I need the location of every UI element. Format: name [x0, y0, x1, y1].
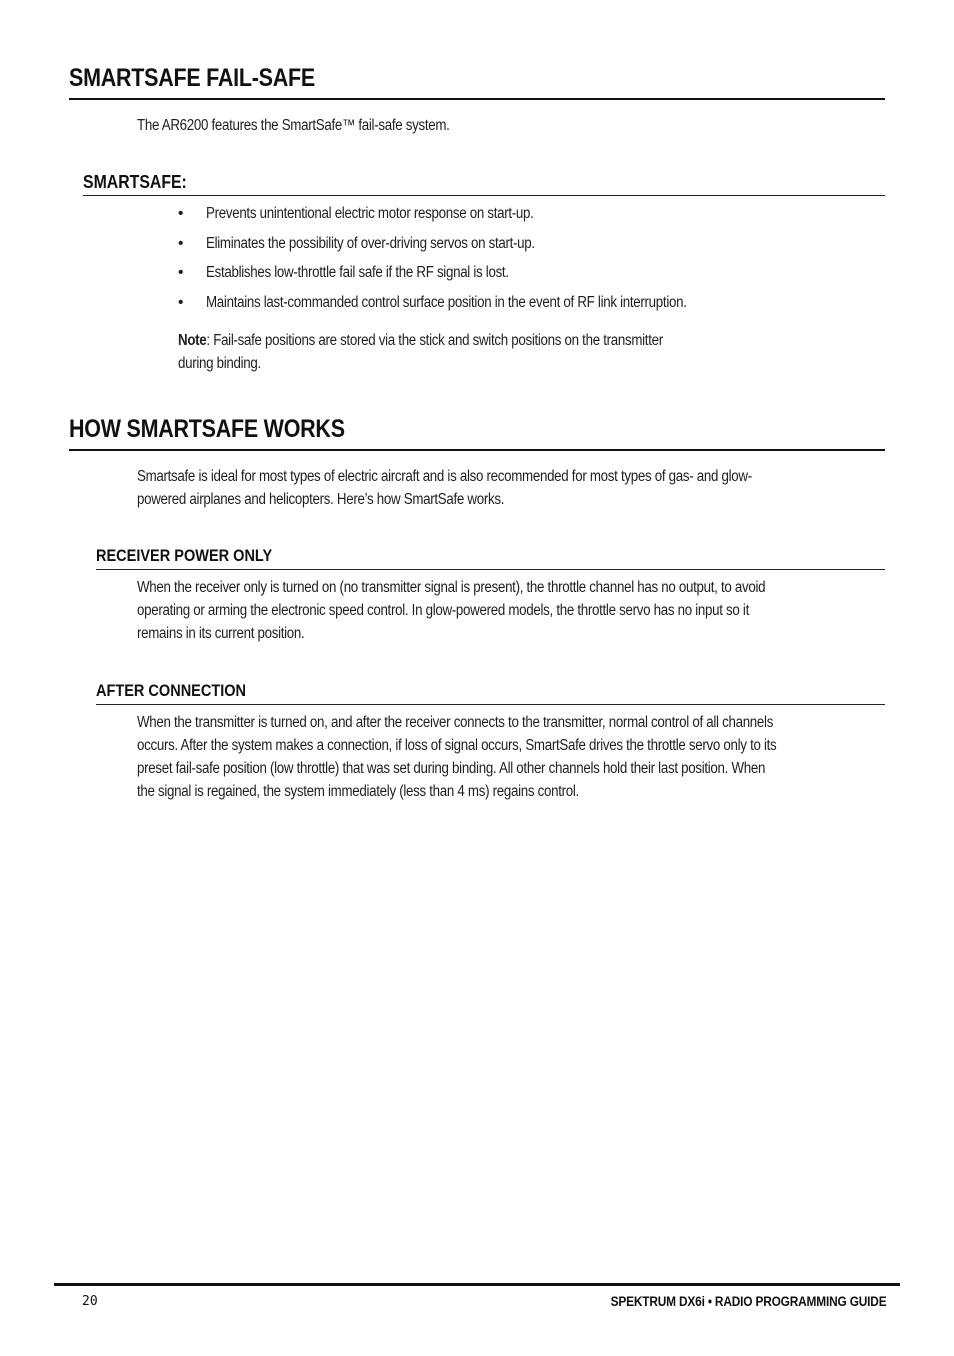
- page-number: 20: [82, 1294, 98, 1309]
- bullet-icon: •: [178, 205, 184, 222]
- paragraph-line: When the receiver only is turned on (no transmitter signal is present), the throttle channel has no output, to avoid: [137, 579, 766, 596]
- paragraph-line: remains in its current position.: [137, 625, 305, 642]
- list-item: [178, 202, 765, 232]
- bullet-icon: •: [178, 293, 184, 311]
- paragraph-line: preset fail-safe position (low throttle) that was set during binding. All other channels hold their last position. When: [137, 760, 766, 777]
- list-item: [178, 291, 765, 321]
- subheading-text: RECEIVER POWER ONLY: [96, 547, 273, 565]
- heading-text: HOW SMARTSAFE WORKS: [69, 415, 345, 443]
- intro-text: [137, 114, 500, 137]
- section-heading-smartsafe-failsafe: [69, 63, 885, 100]
- subheading-after-connection: [96, 680, 885, 705]
- bullet-text: Prevents unintentional electric motor response on start-up.: [206, 205, 534, 222]
- subheading-text: SMARTSAFE:: [83, 172, 187, 192]
- subheading-text: AFTER CONNECTION: [96, 682, 247, 700]
- bullet-text: Eliminates the possibility of over-driving servos on start-up.: [206, 234, 535, 252]
- paragraph-line: powered airplanes and helicopters. Here’s how SmartSafe works.: [137, 491, 505, 508]
- note-paragraph: [178, 329, 742, 375]
- note-line: : Fail-safe positions are stored via the stick and switch positions on the transmitter: [206, 332, 663, 349]
- bullet-text: Establishes low-throttle fail safe if the RF signal is lost.: [206, 264, 509, 281]
- receiver-power-paragraph: [137, 576, 868, 645]
- intro-line: The AR6200 features the SmartSafe™ fail-safe system.: [137, 117, 450, 134]
- paragraph-line: occurs. After the system makes a connection, if loss of signal occurs, SmartSafe drives the throttle servo only to its: [137, 737, 777, 754]
- paragraph-line: operating or arming the electronic speed control. In glow-powered models, the throttle servo has no input so it: [137, 602, 749, 619]
- paragraph-line: Smartsafe is ideal for most types of electric aircraft and is also recommended for most types of gas- and glow-: [137, 468, 752, 485]
- paragraph-line: When the transmitter is turned on, and after the receiver connects to the transmitter, normal control of all channels: [137, 714, 774, 731]
- after-connection-paragraph: [137, 711, 881, 803]
- subheading-smartsafe: [83, 171, 885, 196]
- guide-title-text: SPEKTRUM DX6i • RADIO PROGRAMMING GUIDE: [610, 1294, 886, 1309]
- bullet-icon: •: [178, 264, 184, 281]
- section-heading-how-smartsafe-works: [69, 414, 885, 451]
- paragraph-line: the signal is regained, the system immediately (less than 4 ms) regains control.: [137, 783, 579, 800]
- subheading-receiver-power-only: [96, 545, 885, 570]
- list-item: [178, 261, 765, 291]
- how-works-intro: [137, 465, 852, 511]
- footer-guide-title: [573, 1294, 886, 1309]
- note-line: during binding.: [178, 355, 261, 372]
- footer-divider: [54, 1283, 900, 1286]
- feature-bullet-list: [178, 202, 765, 320]
- list-item: [178, 232, 765, 262]
- note-label: Note: [178, 332, 207, 349]
- heading-text: SMARTSAFE FAIL-SAFE: [69, 64, 315, 92]
- bullet-text: Maintains last-commanded control surface position in the event of RF link interruption.: [206, 293, 687, 311]
- bullet-icon: •: [178, 234, 184, 252]
